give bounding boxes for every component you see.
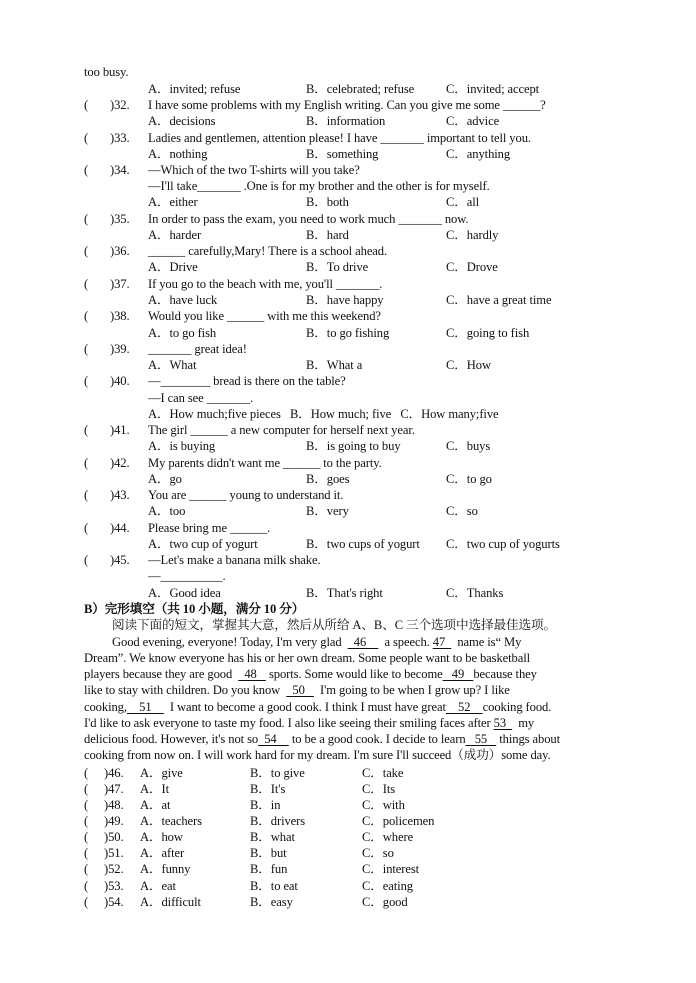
question-stem: _______ great idea! xyxy=(148,342,247,356)
answer-paren: ( xyxy=(84,830,89,844)
passage-line: delicious food. However, it's not so 54 to be a good cook. I decide to learn 55 things about xyxy=(84,732,561,746)
question-stem: The girl ______ a new computer for herself next year. xyxy=(148,423,415,437)
question-stem-2: —__________. xyxy=(148,569,226,583)
answer-paren: ( xyxy=(84,798,89,812)
question-number: )51. xyxy=(104,846,124,860)
answer-paren: ( xyxy=(84,846,89,860)
question-number: )37. xyxy=(110,277,130,291)
blank-46: 46 xyxy=(347,635,379,649)
passage-line: players because they are good 48 sports. Some would like to become 49 because they xyxy=(84,667,537,681)
answer-paren: ( xyxy=(84,553,89,567)
section-b-instruction: 阅读下面的短文，掌握其大意，然后从所给 A、B、C 三个选项中选择最佳选项。 xyxy=(112,618,556,632)
options-line: A．How much;five pieces B．How much; five C．How many;five xyxy=(148,407,499,421)
answer-paren: ( xyxy=(84,244,89,258)
question-number: )47. xyxy=(104,782,124,796)
question-number: )44. xyxy=(110,521,130,535)
question-number: )36. xyxy=(110,244,130,258)
question-stem: I have some problems with my English writing. Can you give me some ______? xyxy=(148,98,546,112)
answer-paren: ( xyxy=(84,98,89,112)
question-stem: —Let's make a banana milk shake. xyxy=(148,553,321,567)
question-number: )50. xyxy=(104,830,124,844)
answer-paren: ( xyxy=(84,309,89,323)
question-number: )45. xyxy=(110,553,130,567)
question-stem: My parents didn't want me ______ to the party. xyxy=(148,456,382,470)
passage-line: like to stay with children. Do you know 50 I'm going to be when I grow up? I like xyxy=(84,683,510,697)
question-number: )38. xyxy=(110,309,130,323)
passage-line: I'd like to ask everyone to taste my food. I also like seeing their smiling faces after 53 my xyxy=(84,716,535,730)
passage-line: Dream”. We know everyone has his or her own dream. Some people want to be basketball xyxy=(84,651,531,665)
answer-paren: ( xyxy=(84,879,89,893)
question-number: )43. xyxy=(110,488,130,502)
question-stem: If you go to the beach with me, you'll _______. xyxy=(148,277,383,291)
answer-paren: ( xyxy=(84,521,89,535)
blank-47: 47 xyxy=(432,635,452,649)
answer-paren: ( xyxy=(84,814,89,828)
question-number: )35. xyxy=(110,212,130,226)
question-stem: —________ bread is there on the table? xyxy=(148,374,346,388)
question-number: )42. xyxy=(110,456,130,470)
answer-paren: ( xyxy=(84,277,89,291)
question-number: )52. xyxy=(104,862,124,876)
answer-paren: ( xyxy=(84,456,89,470)
passage-line: cooking from now on. I will work hard for my dream. I'm sure I'll succeed（成功）some day. xyxy=(84,748,551,762)
answer-paren: ( xyxy=(84,862,89,876)
answer-paren: ( xyxy=(84,423,89,437)
question-number: )32. xyxy=(110,98,130,112)
blank-55: 55 xyxy=(465,732,497,746)
question-number: )40. xyxy=(110,374,130,388)
answer-paren: ( xyxy=(84,212,89,226)
blank-48: 48 xyxy=(238,667,266,681)
answer-paren: ( xyxy=(84,131,89,145)
question-number: )49. xyxy=(104,814,124,828)
blank-50: 50 xyxy=(286,683,314,697)
question-stem-2: —I can see _______. xyxy=(148,391,254,405)
question-stem: Please bring me ______. xyxy=(148,521,271,535)
passage-line: Good evening, everyone! Today, I'm very glad 46 a speech. 47 name is“ My xyxy=(112,635,522,649)
blank-53: 53 xyxy=(493,716,513,730)
passage-line: cooking, 51 I want to become a good cook. I think I must have great 52 cooking food. xyxy=(84,700,552,714)
question-number: )41. xyxy=(110,423,130,437)
question-number: )48. xyxy=(104,798,124,812)
blank-52: 52 xyxy=(445,700,483,714)
question-number: )53. xyxy=(104,879,124,893)
answer-paren: ( xyxy=(84,163,89,177)
question-stem-2: —I'll take_______ .One is for my brother and the other is for myself. xyxy=(148,179,490,193)
answer-paren: ( xyxy=(84,374,89,388)
blank-49: 49 xyxy=(442,667,474,681)
question-stem: Would you like ______ with me this weekend? xyxy=(148,309,381,323)
question-number: )54. xyxy=(104,895,124,909)
question-number: )33. xyxy=(110,131,130,145)
answer-paren: ( xyxy=(84,342,89,356)
answer-paren: ( xyxy=(84,766,89,780)
question-stem: —Which of the two T-shirts will you take? xyxy=(148,163,360,177)
question-number: )34. xyxy=(110,163,130,177)
blank-51: 51 xyxy=(126,700,164,714)
question-stem: Ladies and gentlemen, attention please! I have _______ important to tell you. xyxy=(148,131,531,145)
continuation-text: too busy. xyxy=(84,65,129,79)
question-number: )46. xyxy=(104,766,124,780)
section-b-title: B）完形填空（共 10 小题，满分 10 分） xyxy=(84,602,305,616)
question-stem: In order to pass the exam, you need to work much _______ now. xyxy=(148,212,469,226)
answer-paren: ( xyxy=(84,488,89,502)
answer-paren: ( xyxy=(84,782,89,796)
question-stem: You are ______ young to understand it. xyxy=(148,488,344,502)
question-number: )39. xyxy=(110,342,130,356)
exam-page: too busy. A．invited; refuse B．celebrated; refuse C．invited; accept ( )32. I have some problems with my English writing. Can you give me some ______? A．decisions B．information C．advice ( )33. Ladies and gentlemen, attention please! I have _______ important to tell you. A．nothing B．something C．anything ( )34. —Which of the two T-shirts will you take? —I'll take_______ .One is for my brother and the other is for myself. A．either B．both C．all ( )35. In order to pass the exam, you need to work much _______ now. A．harder B．hard C．hardly ( )36. ______ carefully,Mary! There is a school ahead. A．Drive B．To drive C．Drove ( )37. If you go to the beach with me, you'll _______. A．have luck B．have happy C．have a great time ( )38. Would you like ______ with me this weekend? A．to go fish B．to go fishing C．going to fish ( )39. _______ great idea! A．What B．What a C．How ( )40. —________ bread is there on the table? —I can see _______. A．How much;five pieces B．How much; five C．How many;five ( )41. The girl ______ a new computer for herself next year. A．is buying B．is going to buy C．buys ( )42. My parents didn't want me ______ to the party. A．go B．goes C．to go ( )43. You are ______ young to understand it. A．too B．very C．so ( )44. Please bring me ______. A．two cup of yogurt B．two cups of yogurt C．two cup of yogurts ( )45. —Let's make a banana milk shake. —__________. A．Good idea B．That's right C．Thanks B）完形填空（共 10 小题，满分 10 分） 阅读下面的短文，掌握其大意，然后从所给 A、B、C 三个选项中选择最佳选项。 Good evening, everyone! Today, I'm very glad 46 a speech. 47 name is“ My Dream”. We know everyone has his or her own dream. Some people want to be basketball players because they are good 48 sports. Some would like to become 49 because they like to stay with children. Do you know 50 I'm going to be when I grow up? I like cooking, 51 I want to become a good cook. I think I must have great 52 cooking food. I'd like to ask everyone to taste my food. I also like seeing their smiling faces after 53 my delicious food. However, it's not so 54 to be a good cook. I decide to learn 55 things about cooking from now on. I will work hard for my dream. I'm sure I'll succeed（成功）some day. ( )46. A．give B．to give C．take ( )47. A．It B．It's C．Its ( )48. A．at B．in C．with ( )49. A．teachers B．drivers C．policemen ( )50. A．how B．what C．where ( )51. A．after B．but C．so ( )52. A．funny B．fun C．interest ( )53. A．eat B．to eat C．eating ( )54. A．difficult B．easy C．good xyxy=(84,65,561,909)
answer-paren: ( xyxy=(84,895,89,909)
blank-54: 54 xyxy=(258,732,289,746)
question-stem: ______ carefully,Mary! There is a school ahead. xyxy=(148,244,388,258)
